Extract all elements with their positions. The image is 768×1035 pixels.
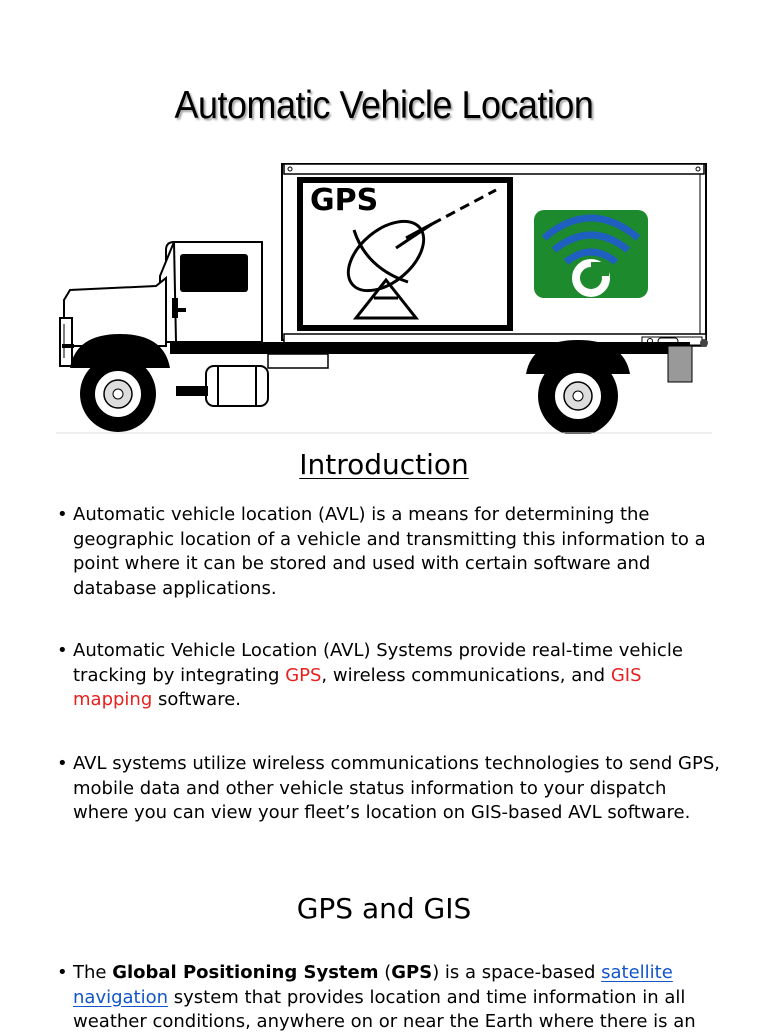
- satellite-navigation-link[interactable]: satellite navigation: [73, 962, 673, 1008]
- paragraph-avl-definition: • Automatic vehicle location (AVL) is a means for determining the geographic location of a vehicle and transmitting this information to a point where it can be stored and used with certain software and database applications.: [73, 503, 723, 601]
- paragraph-avl-wireless: • AVL systems utilize wireless communications technologies to send GPS, mobile data and other vehicle status information to your dispatch where you can view your fleet’s location on GIS-based AVL software.: [73, 752, 723, 826]
- truck-illustration: [56, 158, 712, 434]
- wireless-logo-icon: [534, 210, 648, 298]
- paragraph-avl-systems: • Automatic Vehicle Location (AVL) Systems provide real-time vehicle tracking by integrating GPS, wireless communications, and GIS mapping software.: [73, 639, 723, 713]
- rear-wheel: [538, 356, 618, 434]
- paragraph-gps-definition: • The Global Positioning System (GPS) is a space-based satellite navigation system that provides location and time information in all weather conditions, anywhere on or near the Earth where there is an: [73, 961, 723, 1035]
- page-title: Automatic Vehicle Location: [174, 84, 594, 127]
- section-heading-introduction: Introduction: [299, 448, 469, 481]
- section-heading-gps-gis: GPS and GIS: [296, 892, 472, 925]
- gps-box-label: GPS: [310, 183, 379, 218]
- front-wheel: [80, 356, 156, 432]
- highlight-gps: GPS: [285, 664, 322, 686]
- highlight-gis-mapping: GIS mapping: [73, 664, 642, 710]
